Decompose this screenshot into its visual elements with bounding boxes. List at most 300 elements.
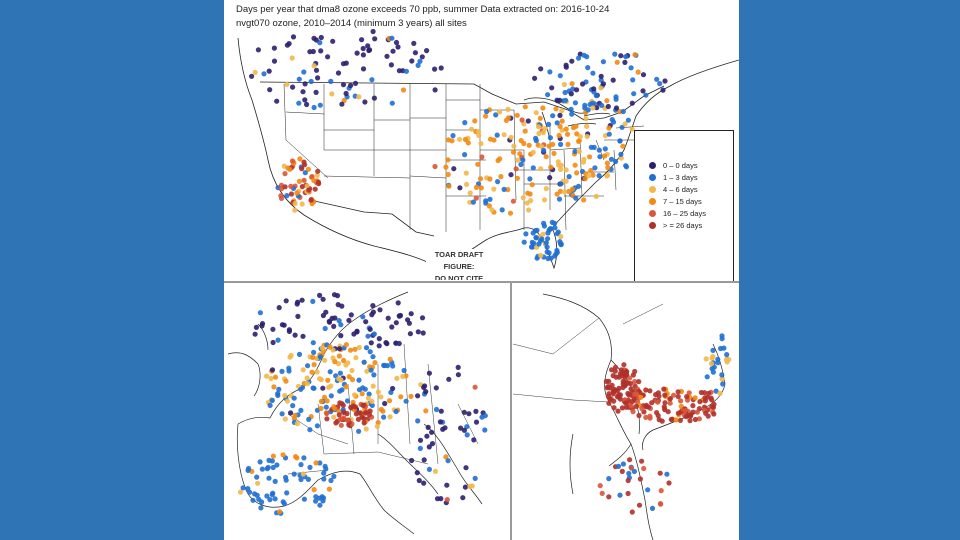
- site-marker: [420, 54, 425, 59]
- site-marker: [273, 375, 278, 380]
- site-marker: [534, 138, 539, 143]
- site-marker: [606, 104, 611, 109]
- site-marker: [630, 77, 635, 82]
- site-marker: [283, 379, 288, 384]
- site-marker: [266, 476, 271, 481]
- site-marker: [295, 314, 300, 319]
- site-marker: [409, 311, 414, 316]
- site-marker: [573, 124, 578, 129]
- site-marker: [591, 86, 596, 91]
- site-marker: [630, 409, 635, 414]
- site-marker: [555, 192, 560, 197]
- site-marker: [618, 53, 623, 58]
- site-marker: [300, 201, 305, 206]
- site-marker: [590, 101, 595, 106]
- site-marker: [380, 409, 385, 414]
- site-marker: [314, 68, 319, 73]
- site-marker: [394, 376, 399, 381]
- site-marker: [319, 399, 324, 404]
- site-marker: [422, 457, 427, 462]
- site-marker: [636, 70, 641, 75]
- site-marker: [371, 29, 376, 34]
- site-marker: [475, 162, 480, 167]
- site-marker: [508, 211, 513, 216]
- site-marker: [258, 310, 263, 315]
- site-marker: [434, 407, 439, 412]
- site-marker: [268, 376, 273, 381]
- site-marker: [662, 78, 667, 83]
- site-marker: [255, 493, 260, 498]
- site-marker: [565, 132, 570, 137]
- site-marker: [423, 408, 428, 413]
- site-marker: [462, 410, 467, 415]
- site-marker: [511, 199, 516, 204]
- site-marker: [577, 149, 582, 154]
- site-marker: [558, 234, 563, 239]
- site-marker: [709, 361, 714, 366]
- site-marker: [479, 185, 484, 190]
- site-marker: [636, 379, 641, 384]
- site-marker: [281, 452, 286, 457]
- site-marker: [527, 143, 532, 148]
- site-marker: [311, 49, 316, 54]
- site-marker: [534, 235, 539, 240]
- figure-subtitle: nvgt070 ozone, 2010–2014 (minimum 3 years) all sites: [236, 18, 467, 29]
- site-marker: [450, 133, 455, 138]
- site-marker: [387, 398, 392, 403]
- site-marker: [553, 106, 558, 111]
- site-marker: [546, 122, 551, 127]
- site-marker: [574, 170, 579, 175]
- site-marker: [270, 327, 275, 332]
- site-marker: [366, 48, 371, 53]
- site-marker: [699, 390, 704, 395]
- site-marker: [348, 405, 353, 410]
- site-marker: [333, 420, 338, 425]
- site-marker: [318, 103, 323, 108]
- site-marker: [282, 393, 287, 398]
- site-marker: [709, 396, 714, 401]
- site-marker: [446, 458, 451, 463]
- site-marker: [337, 389, 342, 394]
- site-marker: [439, 65, 444, 70]
- site-marker: [337, 412, 342, 417]
- site-marker: [504, 118, 509, 123]
- site-marker: [289, 353, 294, 358]
- site-marker: [283, 475, 288, 480]
- site-marker: [467, 484, 472, 489]
- site-marker: [341, 82, 346, 87]
- site-marker: [676, 394, 681, 399]
- site-marker: [611, 78, 616, 83]
- site-marker: [710, 348, 715, 353]
- site-marker: [317, 293, 322, 298]
- site-marker: [605, 173, 610, 178]
- site-marker: [688, 413, 693, 418]
- site-marker: [473, 409, 478, 414]
- site-marker: [657, 81, 662, 86]
- site-marker: [606, 379, 611, 384]
- site-marker: [658, 501, 663, 506]
- site-marker: [325, 378, 330, 383]
- ea-coastline: [543, 294, 653, 540]
- site-marker: [300, 89, 305, 94]
- site-marker: [389, 36, 394, 41]
- site-marker: [328, 79, 333, 84]
- site-marker: [420, 315, 425, 320]
- site-marker: [567, 174, 572, 179]
- site-marker: [337, 400, 342, 405]
- site-marker: [418, 438, 423, 443]
- site-marker: [676, 389, 681, 394]
- site-marker: [569, 107, 574, 112]
- site-marker: [282, 323, 287, 328]
- site-marker: [284, 490, 289, 495]
- site-marker: [649, 400, 654, 405]
- site-marker: [558, 73, 563, 78]
- site-marker: [308, 198, 313, 203]
- site-marker: [282, 501, 287, 506]
- site-marker: [285, 399, 290, 404]
- site-marker: [300, 298, 305, 303]
- site-marker: [390, 49, 395, 54]
- site-marker: [288, 410, 293, 415]
- site-marker: [390, 386, 395, 391]
- site-marker: [423, 389, 428, 394]
- site-marker: [445, 157, 450, 162]
- site-marker: [271, 384, 276, 389]
- site-marker: [246, 466, 251, 471]
- site-marker: [540, 105, 545, 110]
- site-marker: [363, 410, 368, 415]
- site-marker: [612, 52, 617, 57]
- site-marker: [376, 389, 381, 394]
- site-marker: [630, 399, 635, 404]
- site-marker: [432, 67, 437, 72]
- site-marker: [427, 467, 432, 472]
- site-marker: [544, 240, 549, 245]
- draft-line-2: DO NOT CITE: [434, 274, 484, 280]
- site-marker: [604, 98, 609, 103]
- site-marker: [515, 113, 520, 118]
- site-marker: [409, 58, 414, 63]
- site-marker: [469, 127, 474, 132]
- legend-label: 16 – 25 days: [663, 209, 706, 218]
- site-marker: [644, 403, 649, 408]
- site-marker: [432, 164, 437, 169]
- site-marker: [357, 345, 362, 350]
- site-marker: [302, 178, 307, 183]
- site-marker: [602, 153, 607, 158]
- site-marker: [693, 395, 698, 400]
- site-marker: [338, 322, 343, 327]
- site-marker: [254, 475, 259, 480]
- site-marker: [290, 85, 295, 90]
- site-marker: [511, 150, 516, 155]
- site-marker: [315, 169, 320, 174]
- site-marker: [292, 472, 297, 477]
- site-marker: [427, 444, 432, 449]
- site-marker: [345, 418, 350, 423]
- site-marker: [372, 331, 377, 336]
- site-marker: [288, 184, 293, 189]
- site-marker: [298, 387, 303, 392]
- site-marker: [523, 104, 528, 109]
- site-marker: [271, 454, 276, 459]
- site-marker: [356, 429, 361, 434]
- site-marker: [606, 401, 611, 406]
- site-marker: [411, 41, 416, 46]
- site-marker: [369, 340, 374, 345]
- site-marker: [547, 250, 552, 255]
- site-marker: [311, 385, 316, 390]
- site-marker: [551, 151, 556, 156]
- site-marker: [559, 108, 564, 113]
- site-marker: [631, 91, 636, 96]
- site-marker: [684, 414, 689, 419]
- site-marker: [344, 411, 349, 416]
- site-marker: [365, 334, 370, 339]
- site-marker: [463, 485, 468, 490]
- site-marker: [346, 318, 351, 323]
- site-marker: [368, 349, 373, 354]
- site-marker: [443, 165, 448, 170]
- site-marker: [341, 358, 346, 363]
- site-marker: [325, 54, 330, 59]
- site-marker: [534, 110, 539, 115]
- site-marker: [297, 156, 302, 161]
- site-marker: [408, 331, 413, 336]
- figure-title: Days per year that dma8 ozone exceeds 70 ppb, summer Data extracted on: 2016-10-24: [236, 4, 610, 15]
- site-marker: [438, 419, 443, 424]
- site-marker: [389, 62, 394, 67]
- site-marker: [397, 68, 402, 73]
- legend-swatch: [649, 174, 656, 181]
- site-marker: [348, 83, 353, 88]
- site-marker: [601, 59, 606, 64]
- site-marker: [460, 495, 465, 500]
- site-marker: [536, 124, 541, 129]
- site-marker: [283, 184, 288, 189]
- site-marker: [662, 400, 667, 405]
- site-marker: [266, 465, 271, 470]
- site-marker: [606, 476, 611, 481]
- site-marker: [388, 414, 393, 419]
- site-marker: [519, 138, 524, 143]
- site-marker: [276, 387, 281, 392]
- site-marker: [626, 478, 631, 483]
- site-marker: [495, 179, 500, 184]
- site-marker: [472, 118, 477, 123]
- site-marker: [320, 386, 325, 391]
- site-marker: [294, 190, 299, 195]
- ea-country-lines: [513, 304, 663, 402]
- site-marker: [523, 231, 528, 236]
- site-marker: [362, 99, 367, 104]
- site-marker: [314, 90, 319, 95]
- site-marker: [482, 427, 487, 432]
- site-marker: [538, 116, 543, 121]
- site-marker: [641, 72, 646, 77]
- site-marker: [639, 459, 644, 464]
- site-marker: [336, 70, 341, 75]
- site-marker: [311, 340, 316, 345]
- site-marker: [585, 65, 590, 70]
- site-marker: [618, 152, 623, 157]
- site-marker: [338, 377, 343, 382]
- site-marker: [532, 76, 537, 81]
- site-marker: [260, 467, 265, 472]
- site-marker: [255, 481, 260, 486]
- site-marker: [690, 403, 695, 408]
- europe-map: [228, 284, 509, 540]
- site-marker: [368, 327, 373, 332]
- site-marker: [724, 352, 729, 357]
- site-marker: [719, 372, 724, 377]
- site-marker: [536, 131, 541, 136]
- site-marker: [466, 411, 471, 416]
- site-marker: [624, 372, 629, 377]
- site-marker: [715, 357, 720, 362]
- site-marker: [291, 34, 296, 39]
- site-marker: [500, 207, 505, 212]
- site-marker: [268, 403, 273, 408]
- site-marker: [547, 175, 552, 180]
- site-marker: [384, 341, 389, 346]
- site-marker: [666, 409, 671, 414]
- site-marker: [416, 329, 421, 334]
- site-marker: [318, 354, 323, 359]
- site-marker: [302, 497, 307, 502]
- site-marker: [541, 232, 546, 237]
- site-marker: [530, 182, 535, 187]
- site-marker: [277, 305, 282, 310]
- site-marker: [413, 50, 418, 55]
- site-marker: [711, 370, 716, 375]
- site-marker: [522, 240, 527, 245]
- site-marker: [293, 201, 298, 206]
- site-marker: [267, 497, 272, 502]
- site-marker: [433, 87, 438, 92]
- site-marker: [345, 398, 350, 403]
- site-marker: [484, 109, 489, 114]
- site-marker: [386, 316, 391, 321]
- site-marker: [315, 369, 320, 374]
- site-marker: [337, 346, 342, 351]
- site-marker: [457, 185, 462, 190]
- site-marker: [394, 40, 399, 45]
- site-marker: [241, 485, 246, 490]
- site-marker: [371, 372, 376, 377]
- site-marker: [296, 101, 301, 106]
- site-marker: [338, 417, 343, 422]
- site-marker: [520, 117, 525, 122]
- site-marker: [287, 41, 292, 46]
- site-marker: [418, 446, 423, 451]
- site-marker: [683, 408, 688, 413]
- site-marker: [311, 350, 316, 355]
- site-marker: [523, 129, 528, 134]
- site-marker: [364, 345, 369, 350]
- site-marker: [465, 432, 470, 437]
- site-marker: [272, 46, 277, 51]
- site-marker: [624, 164, 629, 169]
- site-marker: [669, 417, 674, 422]
- ozone-exceedance-figure: [224, 0, 739, 540]
- site-marker: [368, 408, 373, 413]
- site-marker: [297, 179, 302, 184]
- site-marker: [324, 411, 329, 416]
- site-marker: [422, 383, 427, 388]
- site-marker: [565, 142, 570, 147]
- site-marker: [360, 314, 365, 319]
- site-marker: [276, 338, 281, 343]
- site-marker: [305, 375, 310, 380]
- site-marker: [600, 491, 605, 496]
- site-marker: [550, 113, 555, 118]
- site-marker: [289, 191, 294, 196]
- site-marker: [632, 469, 637, 474]
- site-marker: [449, 138, 454, 143]
- site-marker: [592, 145, 597, 150]
- site-marker: [339, 304, 344, 309]
- na-site-markers: [249, 29, 668, 261]
- site-marker: [375, 424, 380, 429]
- site-marker: [369, 368, 374, 373]
- site-marker: [628, 386, 633, 391]
- site-marker: [318, 406, 323, 411]
- site-marker: [362, 360, 367, 365]
- site-marker: [541, 221, 546, 226]
- site-marker: [253, 332, 258, 337]
- site-marker: [332, 359, 337, 364]
- site-marker: [666, 480, 671, 485]
- site-marker: [569, 91, 574, 96]
- site-marker: [557, 239, 562, 244]
- site-marker: [555, 250, 560, 255]
- site-marker: [721, 346, 726, 351]
- site-marker: [558, 181, 563, 186]
- site-marker: [294, 455, 299, 460]
- site-marker: [502, 187, 507, 192]
- site-marker: [645, 487, 650, 492]
- site-marker: [720, 381, 725, 386]
- site-marker: [245, 486, 250, 491]
- site-marker: [518, 162, 523, 167]
- site-marker: [361, 46, 366, 51]
- site-marker: [573, 196, 578, 201]
- site-marker: [405, 317, 410, 322]
- site-marker: [279, 369, 284, 374]
- site-marker: [625, 381, 630, 386]
- site-marker: [312, 63, 317, 68]
- site-marker: [545, 92, 550, 97]
- site-marker: [619, 373, 624, 378]
- site-marker: [274, 462, 279, 467]
- site-marker: [360, 385, 365, 390]
- site-marker: [312, 487, 317, 492]
- site-marker: [390, 101, 395, 106]
- site-marker: [614, 105, 619, 110]
- site-marker: [538, 253, 543, 258]
- site-marker: [539, 236, 544, 241]
- site-marker: [328, 345, 333, 350]
- site-marker: [349, 368, 354, 373]
- legend-label: > = 26 days: [663, 221, 703, 230]
- site-marker: [270, 398, 275, 403]
- site-marker: [337, 353, 342, 358]
- site-marker: [313, 187, 318, 192]
